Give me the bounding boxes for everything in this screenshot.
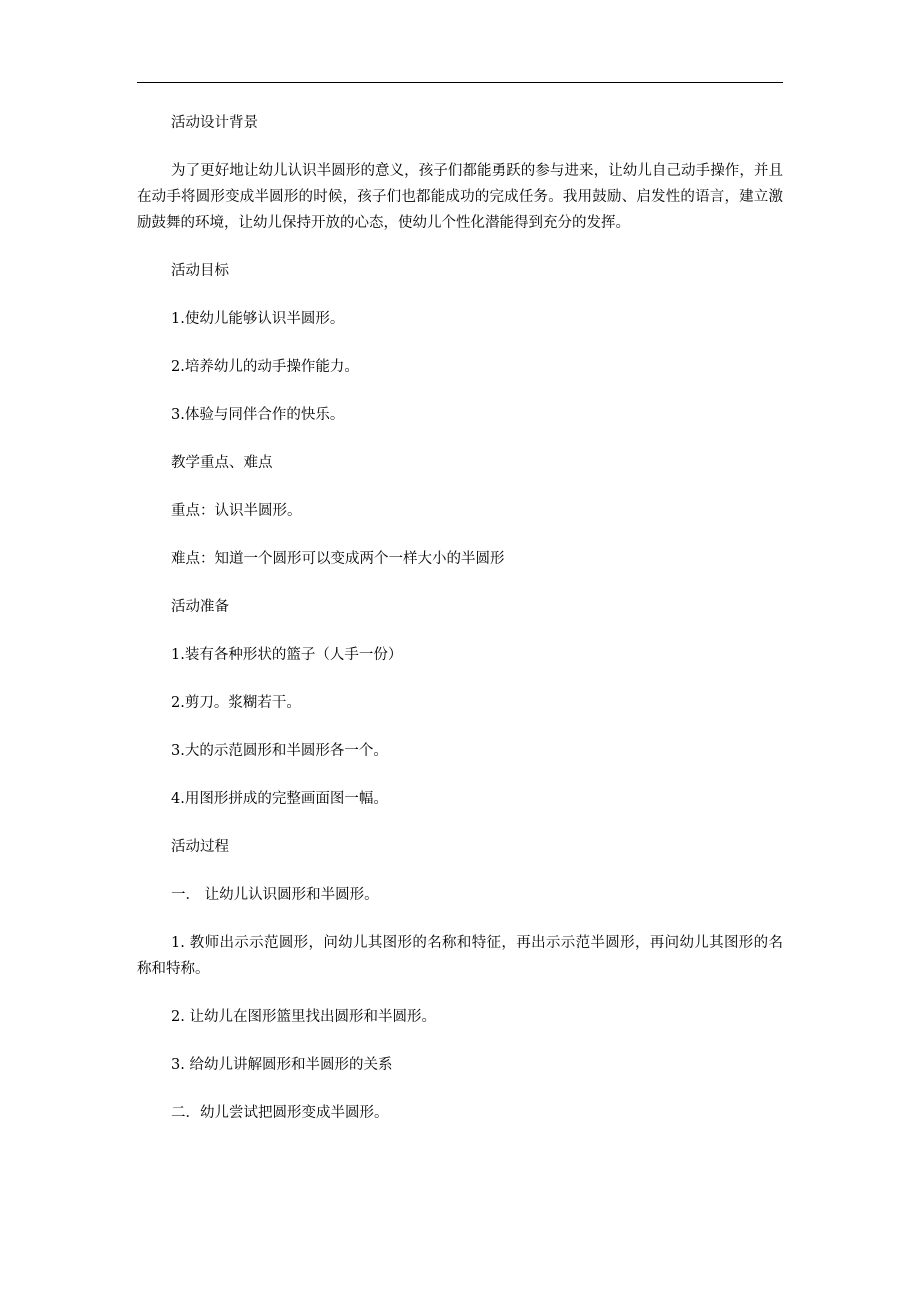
document-body xyxy=(137,110,783,1126)
section-heading-goals: 活动目标 xyxy=(171,263,229,279)
difficult-point: 难点：知道一个圆形可以变成两个一样大小的半圆形 xyxy=(171,551,505,567)
header-rule xyxy=(137,82,783,83)
section-heading-key-points: 教学重点、难点 xyxy=(171,455,273,471)
goal-item-2: 2.培养幼儿的动手操作能力。 xyxy=(171,359,359,375)
prep-item-1: 1.装有各种形状的篮子（人手一份） xyxy=(171,647,403,663)
key-point: 重点：认识半圆形。 xyxy=(171,503,302,519)
prep-item-2: 2.剪刀。浆糊若干。 xyxy=(171,695,301,711)
prep-item-3: 3.大的示范圆形和半圆形各一个。 xyxy=(171,743,388,759)
goal-item-3: 3.体验与同伴合作的快乐。 xyxy=(171,407,345,423)
process-step-one-item-1: 1. 教师出示示范圆形，问幼儿其图形的名称和特征，再出示示范半圆形，再问幼儿其图形的名称和特称。 xyxy=(137,935,783,977)
process-step-two: 二．幼儿尝试把圆形变成半圆形。 xyxy=(171,1105,389,1121)
process-step-one-item-3: 3. 给幼儿讲解圆形和半圆形的关系 xyxy=(171,1057,393,1073)
prep-item-4: 4.用图形拼成的完整画面图一幅。 xyxy=(171,791,388,807)
goal-item-1: 1.使幼儿能够认识半圆形。 xyxy=(171,311,345,327)
process-step-one: 一． 让幼儿认识圆形和半圆形。 xyxy=(171,887,379,903)
background-paragraph: 为了更好地让幼儿认识半圆形的意义，孩子们都能勇跃的参与进来，让幼儿自己动手操作，并且在动手将圆形变成半圆形的时候，孩子们也都能成功的完成任务。我用鼓励、启发性的语言，建立激励鼓舞的环境，让幼儿保持开放的心态，使幼儿个性化潜能得到充分的发挥。 xyxy=(137,163,783,231)
section-heading-background: 活动设计背景 xyxy=(171,115,258,131)
process-step-one-item-2: 2. 让幼儿在图形篮里找出圆形和半圆形。 xyxy=(171,1009,436,1025)
section-heading-process: 活动过程 xyxy=(171,839,229,855)
section-heading-preparation: 活动准备 xyxy=(171,599,229,615)
